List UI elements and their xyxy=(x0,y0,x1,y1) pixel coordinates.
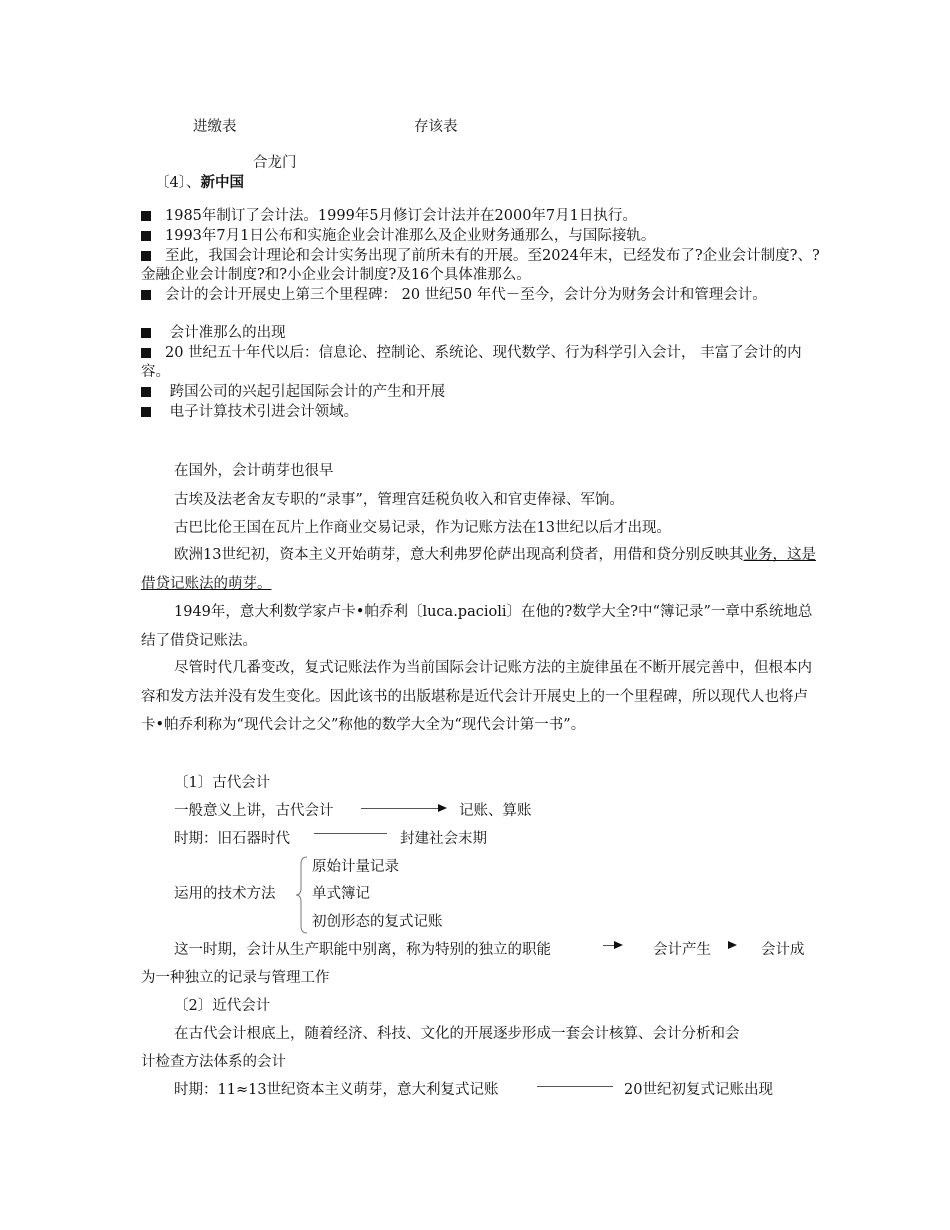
heading-ancient: 〔1〕古代会计 xyxy=(174,775,271,791)
section-4-prefix: 〔4〕、 xyxy=(155,175,201,191)
bullet-square-icon xyxy=(141,211,151,221)
connector-line xyxy=(537,1086,613,1087)
underlined-phrase: 业务，这是借贷记账法的萌芽。 xyxy=(141,547,816,592)
tech-item: 原始计量记录 xyxy=(312,859,399,875)
arrow-line xyxy=(361,808,439,809)
bullet-square-icon xyxy=(141,290,151,300)
section-4-title: 新中国 xyxy=(200,174,244,191)
label-jinjiao: 进缴表 xyxy=(193,119,237,135)
bullet-item: 电子计算技术引进会计领域。 xyxy=(141,403,821,422)
arrow-right-icon xyxy=(614,941,623,949)
paragraph-foreign-1: 在国外，会计萌芽也很早 xyxy=(174,463,334,479)
tech-item: 初创形态的复式记账 xyxy=(312,914,443,930)
modern-paragraph-b: 计检查方法体系的会计 xyxy=(141,1054,286,1070)
bullet-square-icon xyxy=(141,407,151,417)
bullet-item: 跨国公司的兴起引起国际会计的产生和开展 xyxy=(141,383,821,402)
label-cungai: 存该表 xyxy=(414,119,458,135)
bullet-item: 会计准那么的出现 xyxy=(141,324,821,343)
ancient-line2-right: 封建社会末期 xyxy=(400,831,487,847)
bullet-square-icon xyxy=(141,231,151,241)
connector-line xyxy=(314,833,387,834)
section-4-heading xyxy=(155,171,244,192)
period-text-c: 会计成 xyxy=(761,942,805,958)
curly-brace-icon xyxy=(296,856,308,934)
ancient-line2-left: 时期：旧石器时代 xyxy=(174,831,290,847)
arrow-right-icon xyxy=(728,941,737,949)
paragraph-foreign-4: 欧洲13世纪初，资本主义开始萌芽，意大利弗罗伦萨出现高利贷者，用借和贷分别反映其业务，这是借贷记账法的萌芽。 xyxy=(141,547,816,592)
heading-modern: 〔2〕近代会计 xyxy=(174,998,271,1014)
arrow-right-icon xyxy=(438,804,447,812)
modern-line-right: 20世纪初复式记账出现 xyxy=(624,1082,773,1098)
bullet-item: 1993年7月1日公布和实施企业会计准那么及企业财务通那么，与国际接轨。 xyxy=(141,227,821,246)
period-text-b: 会计产生 xyxy=(653,942,711,958)
bullet-item: 至此，我国会计理论和会计实务出现了前所未有的开展。至2024年末，已经发布了?企业会计制度?、?金融企业会计制度?和?小企业会计制度?及16个具体准那么。 xyxy=(141,248,820,283)
ancient-line1-right: 记账、算账 xyxy=(459,803,532,819)
modern-paragraph-a: 在古代会计根底上，随着经济、科技、文化的开展逐步形成一套会计核算、会计分析和会 xyxy=(174,1026,740,1042)
paragraph-foreign-2: 古埃及法老舍友专职的“录事”，管理宫廷税负收入和官吏俸禄、军饷。 xyxy=(174,492,624,508)
paragraph-foreign-5: 1949年，意大利数学家卢卡•帕乔利〔luca.pacioli〕在他的?数学大全?中“簿记录”一章中系统地总结了借贷记账法。 xyxy=(141,604,813,649)
bullet-square-icon xyxy=(141,348,151,358)
label-helongmen: 合龙门 xyxy=(253,155,297,171)
bullet-item: 1985年制订了会计法。1999年5月修订会计法并在2000年7月1日执行。 xyxy=(141,207,821,226)
paragraph-foreign-6: 尽管时代几番变改，复式记账法作为当前国际会计记账方法的主旋律虽在不断开展完善中，但根本内容和发方法并没有发生变化。因此该书的出版堪称是近代会计开展史上的一个里程碑，所以现代人也将卢卡•帕乔利称为“现代会计之父”称他的数学大全为“现代会计第一书”。 xyxy=(141,660,812,733)
period-text-a: 这一时期，会计从生产职能中别离，称为特别的独立的职能 xyxy=(174,942,551,958)
bullet-item: 20 世纪五十年代以后：信息论、控制论、系统论、现代数学、行为科学引入会计， 丰富了会计的内容。 xyxy=(141,345,802,380)
period-text-d: 为一种独立的记录与管理工作 xyxy=(141,970,330,986)
ancient-line1-left: 一般意义上讲，古代会计 xyxy=(174,803,334,819)
bullet-square-icon xyxy=(141,251,151,261)
bullet-square-icon xyxy=(141,387,151,397)
paragraph-foreign-3: 古巴比伦王国在瓦片上作商业交易记录，作为记账方法在13世纪以后才出现。 xyxy=(174,520,671,536)
tech-method-label: 运用的技术方法 xyxy=(174,886,276,902)
bullet-square-icon xyxy=(141,328,151,338)
bullet-item: 会计的会计开展史上第三个里程碑： 20 世纪50 年代－至今，会计分为财务会计和管理会计。 xyxy=(141,286,821,305)
modern-line-left: 时期：11≈13世纪资本主义萌芽，意大利复式记账 xyxy=(174,1082,499,1098)
tech-item: 单式簿记 xyxy=(312,886,370,902)
